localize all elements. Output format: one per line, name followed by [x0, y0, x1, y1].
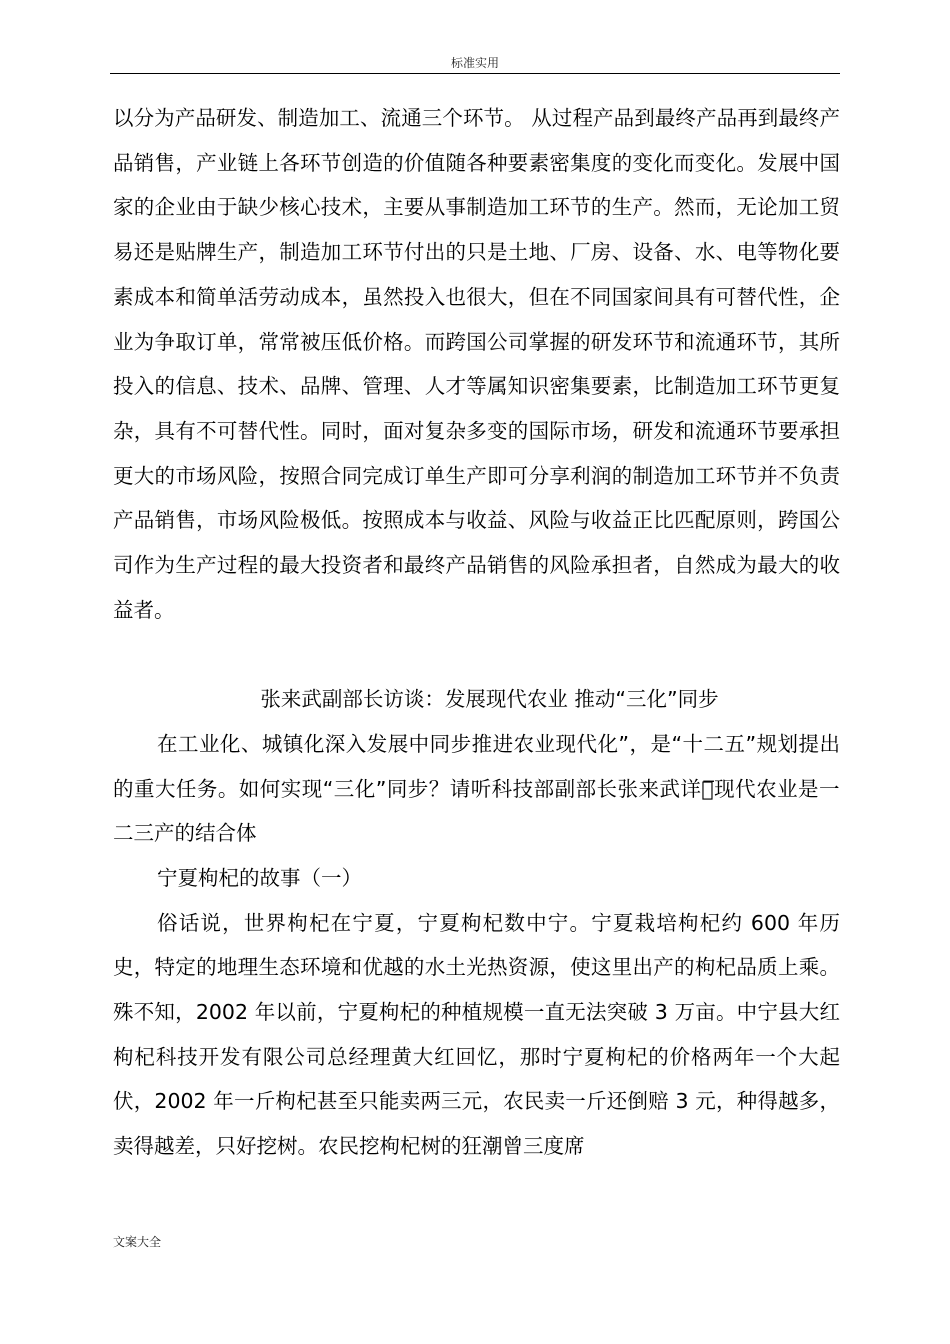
page-footer: 文案大全 — [113, 1235, 162, 1249]
body-paragraph: 以分为产品研发、制造加工、流通三个环节。 从过程产品到最终产品再到最终产品销售，产业链上各环节创造的价值随各种要素密集度的变化而变化。发展中国家的企业由于缺少核心技术，主要从事制造加工环节的生产。然而，无论加工贸易还是贴牌生产，制造加工环节付出的只是土地、厂房、设备、水、电等物化要素成本和简单活劳动成本，虽然投入也很大，但在不同国家间具有可替代性，企业为争取订单，常常被压低价格。而跨国公司掌握的研发环节和流通环节，其所投入的信息、技术、品牌、管理、人才等属知识密集要素，比制造加工环节更复杂，具有不可替代性。同时，面对复杂多变的国际市场，研发和流通环节要承担更大的市场风险，按照合同完成订单生产即可分享利润的制造加工环节并不负责产品销售，市场风险极低。按照成本与收益、风险与收益正比匹配原则，跨国公司作为生产过程的最大投资者和最终产品销售的风险承担者，自然成为最大的收益者。 — [113, 106, 840, 622]
paragraph-spacer — [113, 632, 840, 677]
article-title: 张来武副部长访谈：发展现代农业 推动“三化”同步 — [260, 687, 719, 712]
document-body — [113, 96, 840, 1169]
section-heading: 宁夏枸杞的故事（一） — [157, 865, 362, 890]
page-header: 标准实用 — [450, 56, 499, 70]
intro-paragraph: 在工业化、城镇化深入发展中同步推进农业现代化”，是“十二五”规划提出的重大任务。如何实现“三化”同步？请听科技部副部长张来武详解̅现代农业是一二三产的结合体 — [113, 731, 840, 846]
body-paragraph: 俗话说，世界枸杞在宁夏，宁夏枸杞数中宁。宁夏栽培枸杞约 600 年历史，特定的地理生态环境和优越的水土光热资源，使这里出产的枸杞品质上乘。殊不知，2002 年以前，宁夏枸杞的种植规模一直无法突破 3 万亩。中宁县大红枸杞科技开发有限公司总经理黄大红回忆，那时宁夏枸杞的价格两年一个大起伏，2002 年一斤枸杞甚至只能卖两三元，农民卖一斤还倒赔 3 元，种得越多，卖得越差，只好挖树。农民挖枸杞树的狂潮曾三度席 — [113, 910, 840, 1159]
header-divider — [110, 73, 840, 74]
